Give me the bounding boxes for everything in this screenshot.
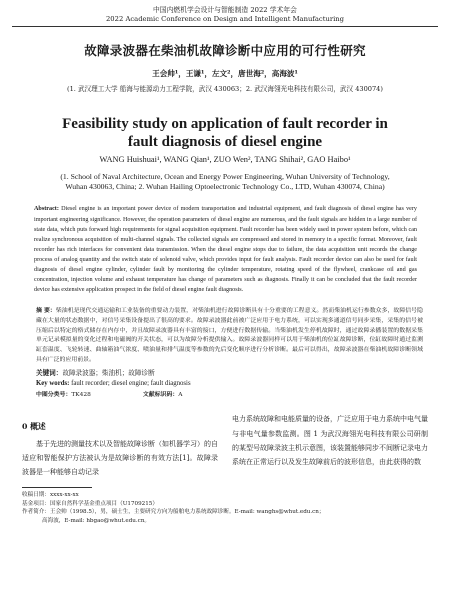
footnotes [22, 491, 428, 525]
journal-name-cn: 中国内燃机学会设计与智能制造 2022 学术年会 [153, 6, 297, 14]
section-paragraph-right: 电力系统故障和电能质量的设备，广泛应用于电力系统中电气量与非电气量参数监测。图 1 为武汉海翎光电科技有限公司研制的某型号故障录波主机示意图，该装置能够同步不间断记录电力系统在正常运行以及发生故障前后的波形信息，由此获得的数 [232, 415, 428, 467]
body-columns [22, 412, 428, 491]
abstract-cn-text: 柴油机是现代交通运输和工业装备的重要动力装置，对柴油机进行故障诊断具有十分重要的工程意义。然而柴油机运行参数众多，故障信号隐藏在大量的状态数据中，对信号采集设备提出了很高的要求。故障录波器此前被广泛应用于电力系统，可以实现多通道信号同步采集，采集的信号被压缩后以特定的格式储存在内存中，并且故障录波器具有丰富的接口，方便进行数据传输。当柴油机发生停机故障时，通过故障录播装置的数据采集单元记录模拟量的变化过程和电磁阀的开关状态，可以为故障分析提供输入。故障录波器同样可以用于柴油机的位缸故障诊断，位缸故障时通过监测缸套温度、飞轮转速、曲轴箱油气浓度、喷油量和排气温度等参数的先后变化顺序进行分析诊断。最后可以得出，故障录波器在柴油机故障诊断领域具有广泛的应用前景。 [36, 308, 423, 363]
author-list-cn: 王会帅¹，王谦¹，左文²，唐世海²，高海波¹ [152, 69, 298, 78]
footnote-funding: 基金项目：国家自然科学基金重点项目（U1709215） [22, 500, 158, 507]
abstract-cn [36, 306, 423, 365]
section-paragraph-left: 基于先进的测量技术以及智能故障诊断（如机器学习）的自适应和智能保护方法被认为是故障诊断的有效方法[1]。故障录波器是一种能够自动记录 [22, 439, 218, 477]
left-column [22, 412, 218, 491]
affiliation-cn: (1. 武汉理工大学 船海与能源动力工程学院，武汉 430063；2. 武汉海翎光电科技有限公司，武汉 430074) [67, 85, 383, 93]
keywords-cn-label: 关键词： [36, 369, 63, 378]
author-list-en: WANG Huishuai¹, WANG Qian¹, ZUO Wen², TANG Shihai², GAO Haibo¹ [99, 155, 351, 164]
keywords-cn-text: 故障录波器；柴油机；故障诊断 [62, 369, 155, 378]
paper-title-en-line2: fault diagnosis of diesel engine [127, 134, 323, 150]
classification-line [36, 389, 450, 398]
right-column [232, 412, 428, 491]
footnote-author-bio: 作者简介：王会帅（1998.5），男，硕士生，主要研究方向为船舶电力系统故障诊断。E-mail: wanghs@whut.edu.cn； [22, 509, 325, 516]
abstract-en [34, 204, 417, 295]
paper-title-en [0, 115, 450, 151]
footnote-corresponding: 高海波，E-mail: hbgao@whut.edu.cn。 [42, 518, 151, 525]
keywords-cn [36, 367, 423, 377]
doc-code-label: 文献标识码： [142, 391, 179, 399]
paper-title-en-line1: Feasibility study on application of fault recorder in [62, 116, 388, 132]
keywords-en [36, 380, 423, 387]
abstract-en-text: Diesel engine is an important power device of modern transportation and industrial equipment, and fault diagnosis of diesel engine has very important engineering significance. However, the operation parameters of diesel engine are numerous, and the fault signals are hidden in a large number of state data, which puts forward high requirements for signal acquisition equipment. Fault recorder has been widely used in power system before, which can realize synchronous acquisition of multi-channel signals. The collected signals are compressed and stored in memory in a specific format. Moreover, fault recorder has rich interfaces for convenient data transmission. When the diesel engine stops due to failure, the data acquisition unit records the change process of analog quantity and the switch state of solenoid valve, which provides input for fault analysis. Fault recorder device can also be used for fault diagnosis of diesel engine cylinder, cylinder fault by monitoring the cylinder temperature, rotating speed of the flywheel, crankcase oil and gas concentration, injection volume and exhaust temperature has change of parameters such as diagnosis. Finally it can be concluded that the fault recorder device has extensive application prospect in the field of diesel engine fault diagnosis. [34, 206, 417, 294]
clc-label: 中图分类号： [36, 391, 72, 399]
section-heading: 0 概述 [22, 422, 46, 432]
journal-name-en: 2022 Academic Conference on Design and Intelligent Manufacturing [105, 15, 344, 23]
abstract-en-label: Abstract: [34, 206, 59, 213]
paper-title-cn: 故障录波器在柴油机故障诊断中应用的可行性研究 [84, 43, 366, 58]
doc-code-value: A [178, 392, 183, 399]
keywords-en-text: fault recorder; diesel engine; fault diagnosis [71, 380, 191, 388]
running-header [0, 0, 450, 24]
footnote-received: 收稿日期：xxxx-xx-xx [22, 492, 79, 499]
affiliation-en: (1. School of Naval Architecture, Ocean and Energy Power Engineering, Wuhan University of Technology, Wuhan 430063, China; 2. Wuhan Hailing Optoelectronic Technology Co., LTD, Wuhan 430074, China) [60, 172, 390, 192]
header-divider [12, 26, 438, 27]
footnote-divider [22, 487, 92, 488]
clc-value: TK428 [71, 392, 91, 399]
keywords-en-label: Key words: [36, 380, 70, 388]
abstract-cn-label: 摘 要： [36, 307, 56, 315]
